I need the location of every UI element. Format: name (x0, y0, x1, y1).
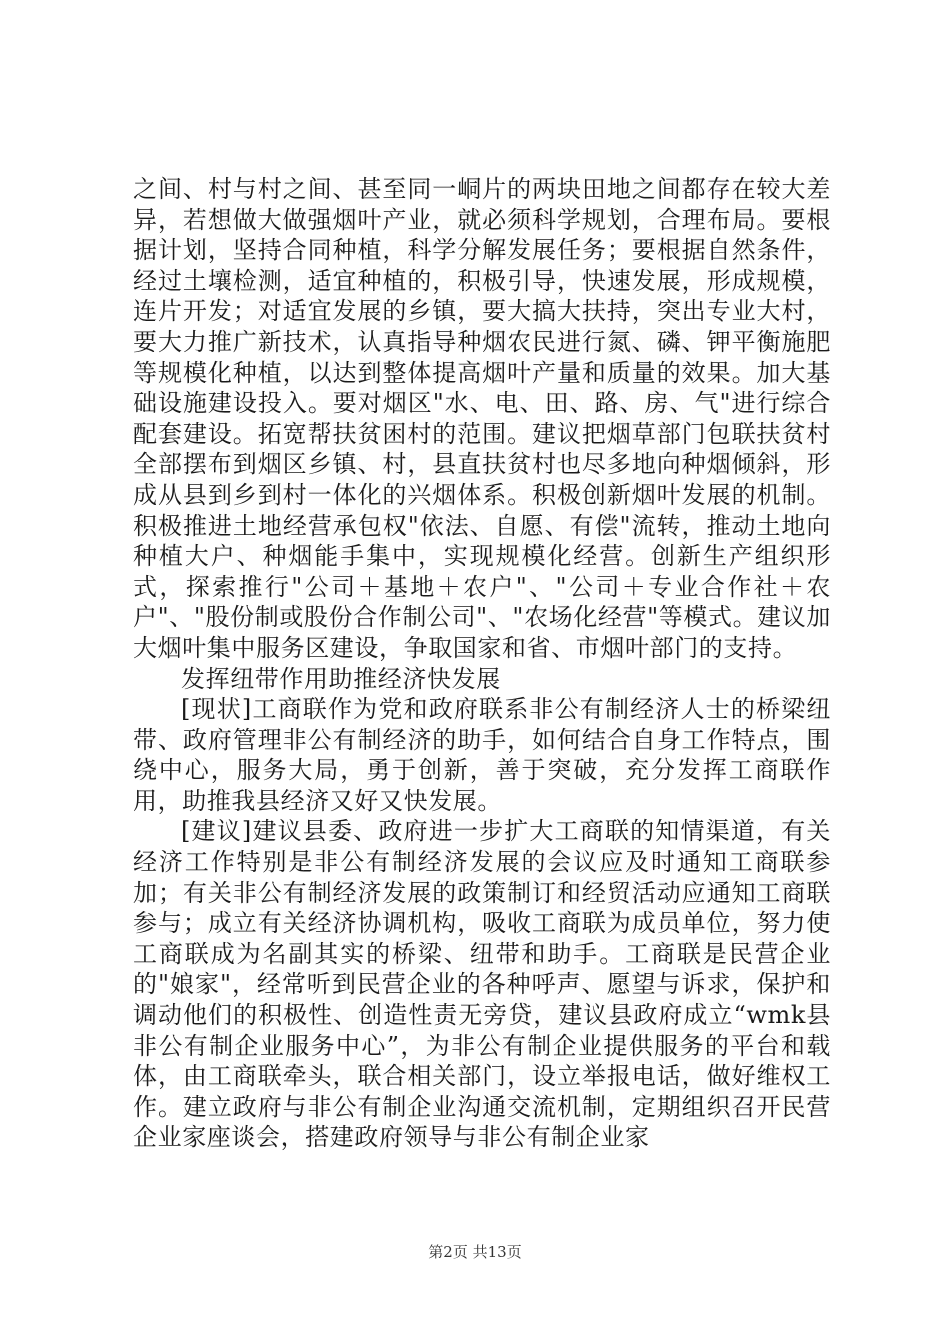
document-body (133, 174, 831, 1153)
paragraph-status: [现状]工商联作为党和政府联系非公有制经济人士的桥梁纽带、政府管理非公有制经济的助手，如何结合自身工作特点，围绕中心，服务大局，勇于创新，善于突破，充分发挥工商联作用，助推我县经济又好又快发展。 (133, 695, 831, 815)
paragraph-continuation: 之间、村与村之间、甚至同一峒片的两块田地之间都存在较大差异，若想做大做强烟叶产业，就必须科学规划，合理布局。要根据计划，坚持合同种植，科学分解发展任务；要根据自然条件，经过土壤检测，适宜种植的，积极引导，快速发展，形成规模，连片开发；对适宜发展的乡镇，要大搞大扶持，突出专业大村，要大力推广新技术，认真指导种烟农民进行氮、磷、钾平衡施肥等规模化种植，以达到整体提高烟叶产量和质量的效果。加大基础设施建设投入。要对烟区"水、电、田、路、房、气"进行综合配套建设。拓宽帮扶贫困村的范围。建议把烟草部门包联扶贫村全部摆布到烟区乡镇、村，县直扶贫村也尽多地向种烟倾斜，形成从县到乡到村一体化的兴烟体系。积极创新烟叶发展的机制。积极推进土地经营承包权"依法、自愿、有偿"流转，推动土地向种植大户、种烟能手集中，实现规模化经营。创新生产组织形式，探索推行"公司＋基地＋农户"、"公司＋专业合作社＋农户"、"股份制或股份合作制公司"、"农场化经营"等模式。建议加大烟叶集中服务区建设，争取国家和省、市烟叶部门的支持。 (133, 175, 831, 662)
paragraph-suggestion: [建议]建议县委、政府进一步扩大工商联的知情渠道，有关经济工作特别是非公有制经济发展的会议应及时通知工商联参加；有关非公有制经济发展的政策制订和经贸活动应通知工商联参与；成立有关经济协调机构，吸收工商联为成员单位，努力使工商联成为名副其实的桥梁、纽带和助手。工商联是民营企业的"娘家"，经常听到民营企业的各种呼声、愿望与诉求，保护和调动他们的积极性、创造性责无旁贷，建议县政府成立“wmk县非公有制企业服务中心”，为非公有制企业提供服务的平台和载体，由工商联牵头，联合相关部门，设立举报电话，做好维权工作。建立政府与非公有制企业沟通交流机制，定期组织召开民营企业家座谈会，搭建政府领导与非公有制企业家 (133, 817, 831, 1152)
section-heading: 发挥纽带作用助推经济快发展 (181, 664, 501, 693)
page-number-footer: 第2页 共13页 (428, 1243, 522, 1261)
